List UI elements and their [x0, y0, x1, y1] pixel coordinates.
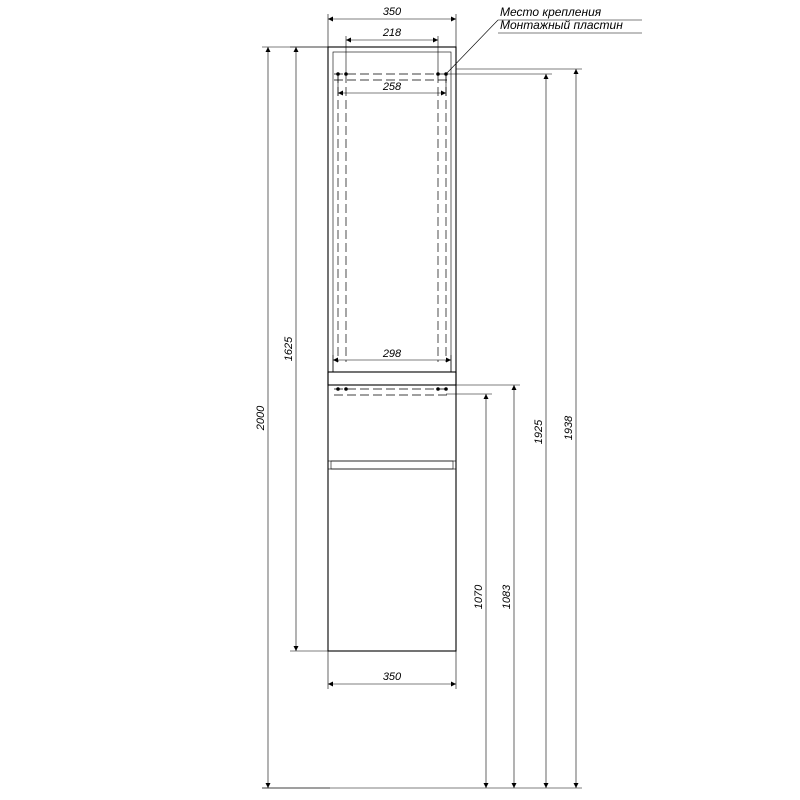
handle-recess: [331, 461, 453, 469]
annotation-mount-point: Место крепления: [500, 5, 602, 19]
mount-point: [436, 387, 440, 391]
dim-top-width-label: 350: [382, 6, 402, 18]
dim-upper-section-height-label: 1625: [283, 336, 295, 362]
dim-top-height: [456, 69, 582, 788]
mount-point: [336, 387, 340, 391]
dim-total-height: [255, 47, 330, 788]
dim-upper-inner-mid: [338, 74, 446, 96]
mount-point: [344, 387, 348, 391]
dim-upper-inner-top: [346, 27, 438, 74]
annotation-mount-plate: Монтажный пластин: [500, 18, 623, 32]
dim-upper-inner-bottom: [333, 348, 451, 372]
dim-mount-height-upper: [446, 74, 552, 788]
mount-point: [444, 387, 448, 391]
upper-panel: [333, 52, 451, 372]
callout: [446, 5, 642, 74]
middle-shelf: [328, 372, 456, 385]
mounting-rails: [334, 72, 450, 395]
dim-upper-inner-bottom-label: 298: [382, 348, 402, 360]
dim-upper-inner-mid-label: 258: [382, 81, 402, 93]
dim-bottom-width: [328, 651, 456, 689]
dim-upper-section-height: [283, 47, 328, 651]
dim-mount-height-lower-label: 1070: [473, 584, 485, 610]
lower-door: [328, 469, 456, 651]
drawer-front: [328, 385, 456, 461]
dim-mount-height-upper-label: 1925: [533, 419, 545, 445]
dim-lower-section-height-label: 1083: [501, 584, 513, 610]
dim-total-height-label: 2000: [255, 405, 267, 431]
dim-top-height-label: 1938: [563, 415, 575, 441]
dim-bottom-width-label: 350: [382, 671, 402, 683]
dim-mount-height-lower: [446, 394, 492, 788]
dim-upper-inner-top-label: 218: [382, 27, 402, 39]
